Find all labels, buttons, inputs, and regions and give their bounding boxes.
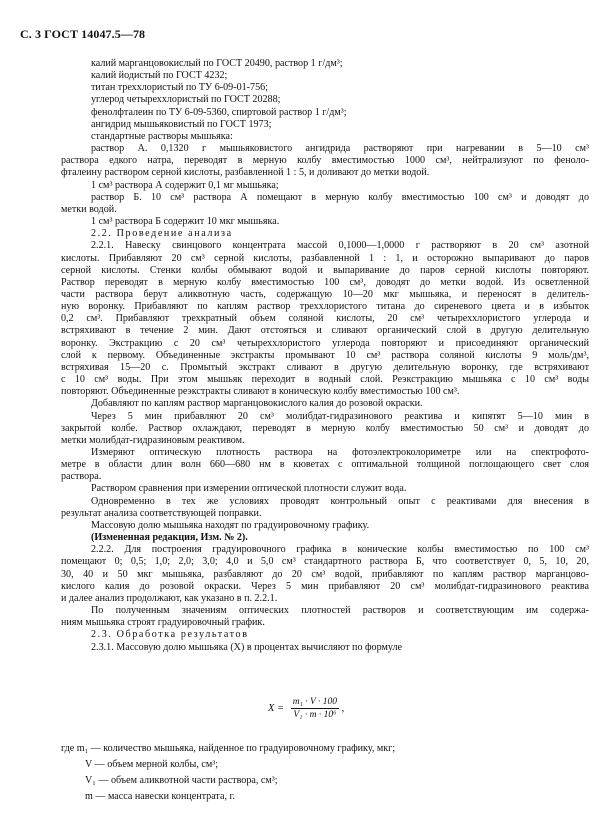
- text-line: Добавляют по каплям раствор марганцовокислого калия до розовой окраски.: [91, 398, 423, 410]
- text-line: фенолфталеин по ТУ 6-09-5360, спиртовой раствор 1 г/дм³;: [91, 106, 347, 118]
- text-line: раствора.: [61, 471, 102, 483]
- legend-line: V₁ — объем аликвотной части раствора, см³;: [85, 775, 278, 786]
- text-line: помещают 0; 0,5; 1,0; 2,0; 3,0; 4,0 и 5,0 см³ стандартного раствора Б, что соответствует 0, 5, 10, 20,: [61, 556, 589, 568]
- text-line: результат анализа соответствующей поправки.: [61, 507, 262, 519]
- legend-line: m — масса навески концентрата, г.: [85, 791, 236, 802]
- text-line: (Измененная редакция, Изм. № 2).: [91, 532, 248, 544]
- text-line: встряхивают в течение 2 мин. Дают отстояться и сливают органический слой в другую делительную: [61, 325, 589, 337]
- text-line: ангидрид мышьяковистый по ГОСТ 1973;: [91, 118, 272, 130]
- text-line: ниям мышьяка строят градуировочный график.: [61, 617, 265, 629]
- text-line: По полученным значениям оптических плотностей растворов и соответствующим им содержа-: [91, 605, 589, 617]
- text-line: Измеряют оптическую плотность раствора на фотоэлектроколориметре или на спектрофото-: [91, 447, 589, 458]
- text-line: раствор А. 0,1320 г мышьяковистого ангидрида растворяют при нагревании в 5—10 см³: [91, 143, 589, 155]
- formula-legend: [61, 741, 395, 805]
- legend-line: V — объем мерной колбы, см³;: [85, 759, 219, 770]
- text-line: ную воронку. Прибавляют по каплям раствор треххлористого титана до сиреневого цвета и в избыток: [61, 301, 589, 313]
- text-line: 2.2.1. Навеску свинцового концентрата массой 0,1000—1,0000 г растворяют в 20 см³ азотной: [91, 240, 589, 252]
- text-line: части раствора берут аликвотную часть, содержащую 10—20 мкг мышьяка, и переносят в делитель-: [61, 288, 589, 300]
- text-line: закрытой колбе. Раствор охлаждают, переводят в мерную колбу вместимостью 50 см³ и доводят до: [61, 422, 589, 434]
- text-line: встряхивая 15—20 с. Промытый экстракт сливают в другую делительную воронку, где встряхивают: [61, 361, 589, 373]
- text-line: с 10 см³ воды. При этом мышьяк переходит в водный слой. Реэкстракцию мышьяка с 10 см³ воды: [61, 374, 589, 386]
- text-line: 1 см³ раствора Б содержит 10 мкг мышьяка.: [91, 216, 280, 228]
- formula-fraction: [291, 697, 339, 720]
- formula-tail: ,: [341, 702, 345, 714]
- text-line: 2.2.2. Для построения градуировочного графика в конические колбы вместимостью по 100 см³: [91, 544, 589, 556]
- text-line: метки водой.: [61, 203, 117, 215]
- text-line: кислоты. Прибавляют 20 см³ серной кислоты, разбавленной 1 : 1, и осторожно выпаривают до паров: [61, 252, 589, 264]
- text-line: 0,2 см³. Прибавляют трехкратный объем соляной кислоты, 20 см³ четыреххлористого углерода и: [61, 313, 589, 325]
- text-line: 2.2. Проведение анализа: [91, 228, 233, 240]
- formula-numerator: m₁ · V · 100: [292, 697, 338, 707]
- text-line: Через 5 мин прибавляют 20 см³ молибдат-гидразинового реактива и кипятят 5—10 мин в: [91, 410, 589, 422]
- text-line: стандартные растворы мышьяка:: [91, 130, 233, 142]
- formula: [268, 697, 344, 720]
- legend-line: где m₁ — количество мышьяка, найденное по градуировочному графику, мкг;: [61, 743, 396, 754]
- text-line: титан треххлористый по ТУ 6-09-01-756;: [91, 82, 268, 94]
- page-header: С. 3 ГОСТ 14047.5—78: [20, 27, 146, 41]
- text-line: повторяют. Объединенные реэкстракты сливают в коническую колбу вместимостью 100 см³.: [61, 386, 460, 398]
- text-line: калий йодистый по ГОСТ 4232;: [91, 70, 228, 82]
- text-line: Раствором сравнения при измерении оптической плотности служит вода.: [91, 483, 407, 495]
- text-line: слой к первому. Объединенные экстракты промывают 10 см³ раствора соляной кислоты 9 моль/дм³,: [61, 349, 589, 361]
- text-line: воронку. Экстракцию с 20 см³ четыреххлористого углерода повторяют и присоединяют органический: [61, 337, 589, 349]
- document-body: [61, 58, 589, 654]
- formula-denominator: V₁ · m · 10⁶: [293, 710, 337, 720]
- text-line: раствор Б. 10 см³ раствора А помещают в мерную колбу вместимостью 100 см³ и доводят до: [91, 191, 589, 203]
- text-line: калий марганцовокислый по ГОСТ 20490, раствор 1 г/дм³;: [91, 58, 343, 69]
- text-line: фталеину раствором серной кислоты, разбавленной 1 : 5, и доливают до метки водой.: [61, 167, 430, 179]
- text-line: Одновременно в тех же условиях проводят контрольный опыт с реактивами для внесения в: [91, 495, 589, 507]
- text-line: Раствор переводят в мерную колбу вместимостью 100 см³, доводят до метки водой. Из осветленной: [61, 276, 589, 288]
- text-line: серной кислоты. Стенки колбы обмывают водой и выпаривание до паров серной кислоты повторяют.: [61, 264, 589, 276]
- text-line: метре в области длин волн 660—680 нм в кюветах с оптимальной толщиной поглощающего свет слоя: [61, 459, 589, 471]
- text-line: и далее анализ продолжают, как указано в п. 2.2.1.: [61, 592, 278, 604]
- text-line: 2.3. Обработка результатов: [91, 629, 249, 641]
- text-line: углерод четыреххлористый по ГОСТ 20288;: [91, 94, 281, 106]
- text-line: 1 см³ раствора А содержит 0,1 мг мышьяка;: [91, 179, 279, 191]
- text-line: 2.3.1. Массовую долю мышьяка (X) в процентах вычисляют по формуле: [91, 641, 402, 653]
- text-line: метки молибдат-гидразиновым реактивом.: [61, 434, 245, 446]
- text-line: 30, 40 и 50 мкг мышьяка, разбавляют до 20 см³ водой, прибавляют по каплям раствор марганцово-: [61, 568, 589, 580]
- text-line: Массовую долю мышьяка находят по градуировочному графику.: [91, 519, 370, 531]
- formula-lhs: X =: [268, 702, 285, 714]
- text-line: кислого калия до розовой окраски. Через 5 мин прибавляют 20 см³ молибдат-гидразинового реактива: [61, 580, 589, 592]
- text-line: раствора едкого натра, переводят в мерную колбу вместимостью 1000 см³, нейтрализуют по феноло-: [61, 155, 589, 167]
